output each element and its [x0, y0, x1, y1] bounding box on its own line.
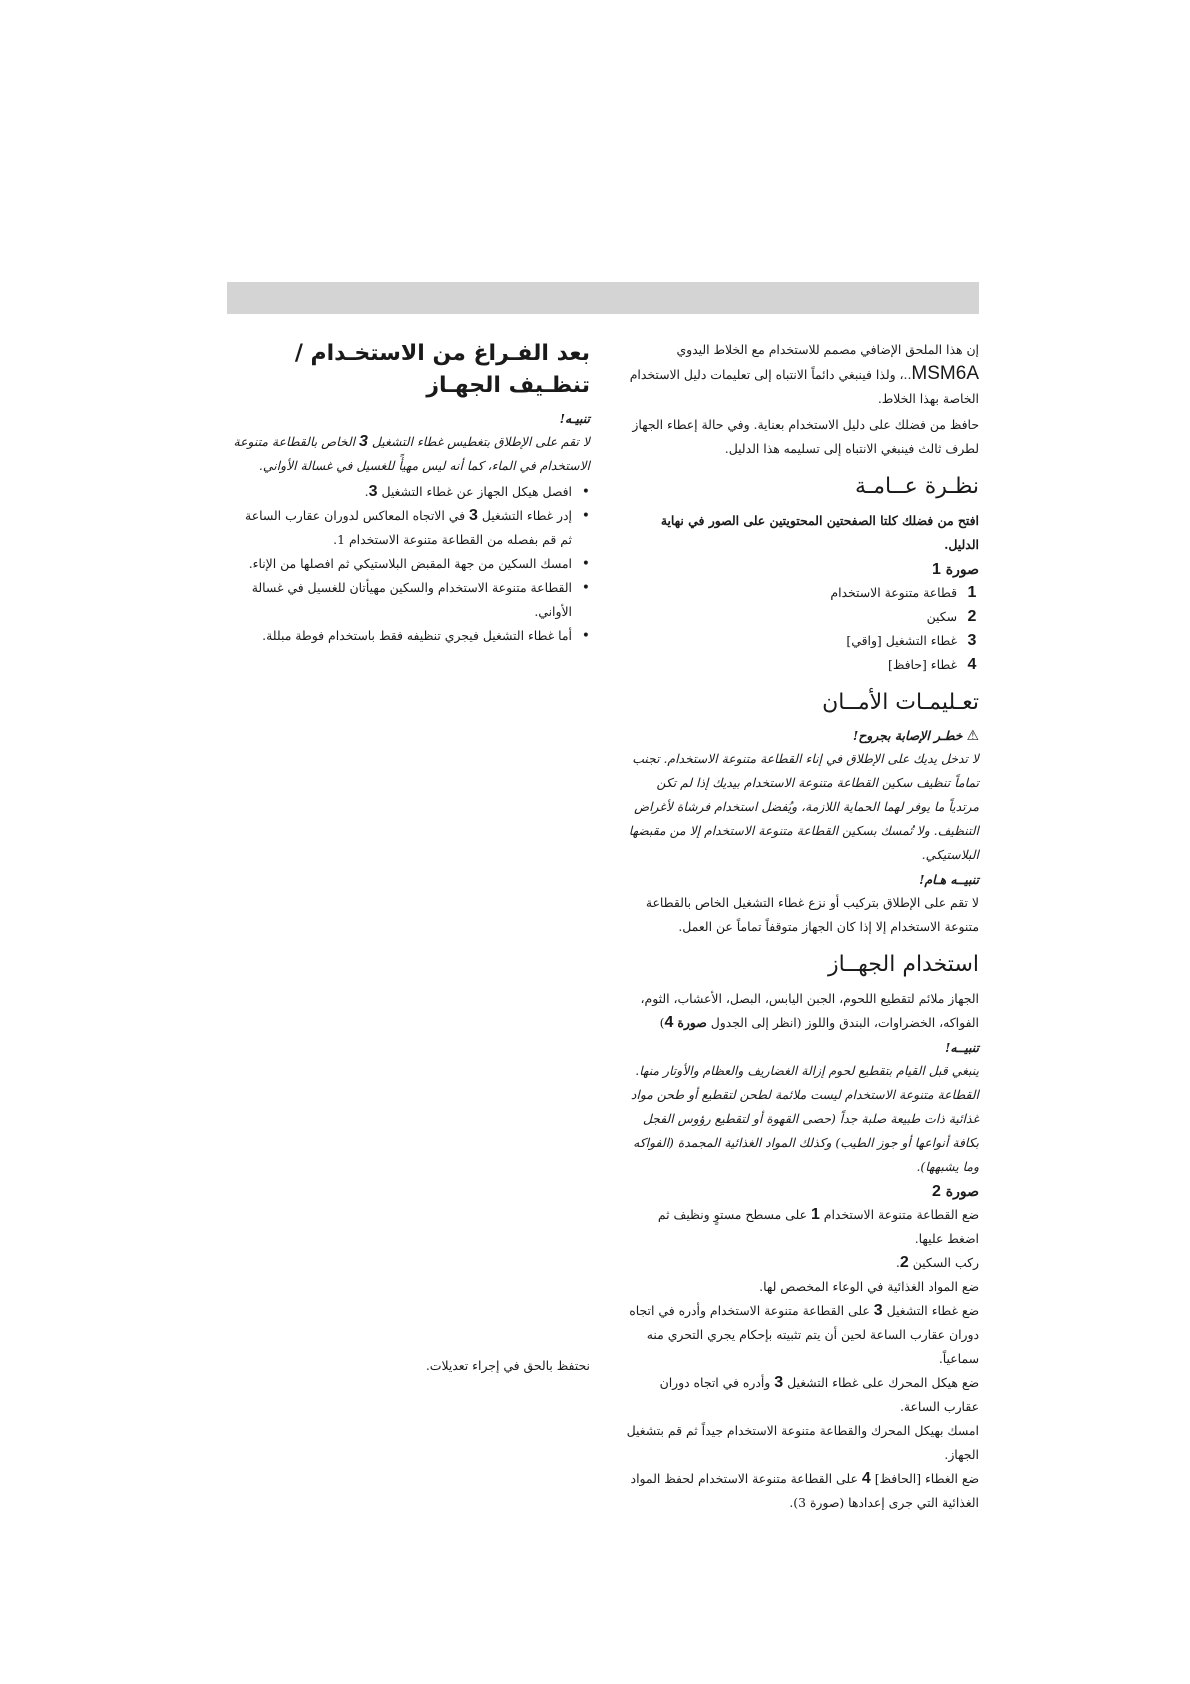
- intro-line-2: ..، ولذا فينبغي دائماً الانتباه إلى تعليمات دليل الاستخدام الخاصة بهذا الخلاط.: [629, 367, 979, 406]
- safety-heading: تعـليمـات الأمــان: [822, 690, 979, 715]
- intro-paragraph: [623, 338, 979, 411]
- figure-2-label: صورة 2: [932, 1183, 979, 1200]
- usage-step: ضع غطاء التشغيل 3 على القطاعة متنوعة الاستخدام وأدره في اتجاه دوران عقارب الساعة لحين أن يتم تثبيته بإحكام يجري التحري منه سماعياً.: [629, 1302, 979, 1366]
- parts-list: [623, 581, 979, 677]
- usage-text: الجهاز ملائم لتقطيع اللحوم، الجبن اليابس، البصل، الأعشاب، الثوم، الفواكه، الخضراوات، البندق واللوز (انظر إلى الجدول صورة 4): [640, 991, 979, 1031]
- overview-heading: نظـرة عــامـة: [854, 474, 979, 499]
- list-item: • إدر غطاء التشغيل 3 في الاتجاه المعاكس لدوران عقارب الساعة ثم قم بفصله من القطاعة متنوعة الاستخدام 1.: [232, 504, 590, 552]
- intro-line-1: إن هذا الملحق الإضافي مصمم للاستخدام مع الخلاط اليدوي: [676, 342, 979, 357]
- figure-1-label: صورة 1: [932, 561, 979, 578]
- list-item: 3 غطاء التشغيل [واقي]: [846, 632, 977, 649]
- list-item: 1 قطاعة متنوعة الاستخدام: [830, 584, 977, 601]
- cleaning-list: [232, 480, 590, 648]
- usage-note-text: ينبغي قبل القيام بتقطيع لحوم إزالة الغضاريف والعظام والأوتار منها. القطاعة متنوعة الاستخدام ليست ملائمة لطحن لتقطيع أو طحن مواد غذائية ذات طبيعة صلبة جداً (حصى القهوة أو لتقطيع رؤوس الفجل بكافة أنواعها أو جوز الطيب) وكذلك المواد الغذائية المجمدة (الفواكه وما يشبهها).: [630, 1063, 979, 1174]
- usage-heading: استخدام الجهــاز: [827, 952, 979, 977]
- cleaning-heading: بعد الفـراغ من الاستخـدام / تنظـيف الجهـاز: [294, 341, 590, 398]
- footnote: نحتفظ بالحق في إجراء تعديلات.: [425, 1358, 590, 1373]
- left-column: [232, 338, 590, 648]
- right-column: [623, 338, 979, 1515]
- list-item: • أما غطاء التشغيل فيجري تنظيفه فقط باستخدام فوطة مبللة.: [232, 624, 590, 648]
- usage-step: ضع القطاعة متنوعة الاستخدام 1 على مسطح مستوٍ ونظيف ثم اضغط عليها.: [657, 1206, 979, 1246]
- list-item: 2 سكين: [926, 608, 977, 625]
- important-text: لا تقم على الإطلاق بتركيب أو نزع غطاء التشغيل الخاص بالقطاعة متنوعة الاستخدام إلا إذا كان الجهاز متوقفاً تماماً عن العمل.: [645, 895, 979, 934]
- list-item: • القطاعة متنوعة الاستخدام والسكين مهيأتان للغسيل في غسالة الأواني.: [232, 576, 590, 624]
- usage-step: ضع الغطاء [الحافظ] 4 على القطاعة متنوعة الاستخدام لحفظ المواد الغذائية التي جرى إعدادها (صورة 3).: [630, 1470, 979, 1510]
- usage-step: ضع المواد الغذائية في الوعاء المخصص لها.: [759, 1279, 979, 1294]
- overview-intro: افتح من فضلك كلتا الصفحتين المحتويتين على الصور في نهاية الدليل.: [660, 513, 979, 552]
- header-bar: [227, 282, 979, 314]
- warning-title: ⚠خطـر الإصابة بجروح!: [852, 728, 979, 744]
- list-item: • امسك السكين من جهة المقبض البلاستيكي ثم افصلها من الإناء.: [232, 552, 590, 576]
- usage-step: ضع هيكل المحرك على غطاء التشغيل 3 وأدره في اتجاه دوران عقارب الساعة.: [659, 1374, 979, 1414]
- list-item: • افصل هيكل الجهاز عن غطاء التشغيل 3.: [232, 480, 590, 504]
- important-title: تنبيــه هـام!: [919, 872, 979, 887]
- cleaning-note-text: لا تقم على الإطلاق بتغطيس غطاء التشغيل 3 الخاص بالقطاعة متنوعة الاستخدام في الماء، كما أنه ليس مهيأً للغسيل في غسالة الأواني.: [233, 433, 590, 473]
- warning-text: لا تدخل يديك على الإطلاق في إناء القطاعة متنوعة الاستخدام. تجنب تماماً تنظيف سكين القطاعة متنوعة الاستخدام بيديك إذا لم تكن مرتدياً ما يوفر لهما الحماية اللازمة، ويُفضل استخدام فرشاة لأغراض التنظيف. ولا تُمسك بسكين القطاعة متنوعة الاستخدام إلا من مقبضها البلاستيكي.: [628, 751, 979, 862]
- usage-step: امسك بهيكل المحرك والقطاعة متنوعة الاستخدام جيداً ثم قم بتشغيل الجهاز.: [626, 1423, 979, 1462]
- cleaning-note-title: تنبيـه!: [559, 411, 590, 426]
- list-item: 4 غطاء [حافظ]: [888, 656, 977, 673]
- warning-triangle-icon: ⚠: [966, 728, 979, 744]
- usage-note-title: تنبيــه!: [944, 1040, 979, 1055]
- usage-step: ركب السكين 2.: [895, 1254, 979, 1271]
- intro-paragraph-2: حافظ من فضلك على دليل الاستخدام بعناية. وفي حالة إعطاء الجهاز لطرف ثالث فينبغي الانتباه إلى تسليمه هذا الدليل.: [632, 417, 979, 456]
- model-name: MSM6A: [911, 363, 979, 384]
